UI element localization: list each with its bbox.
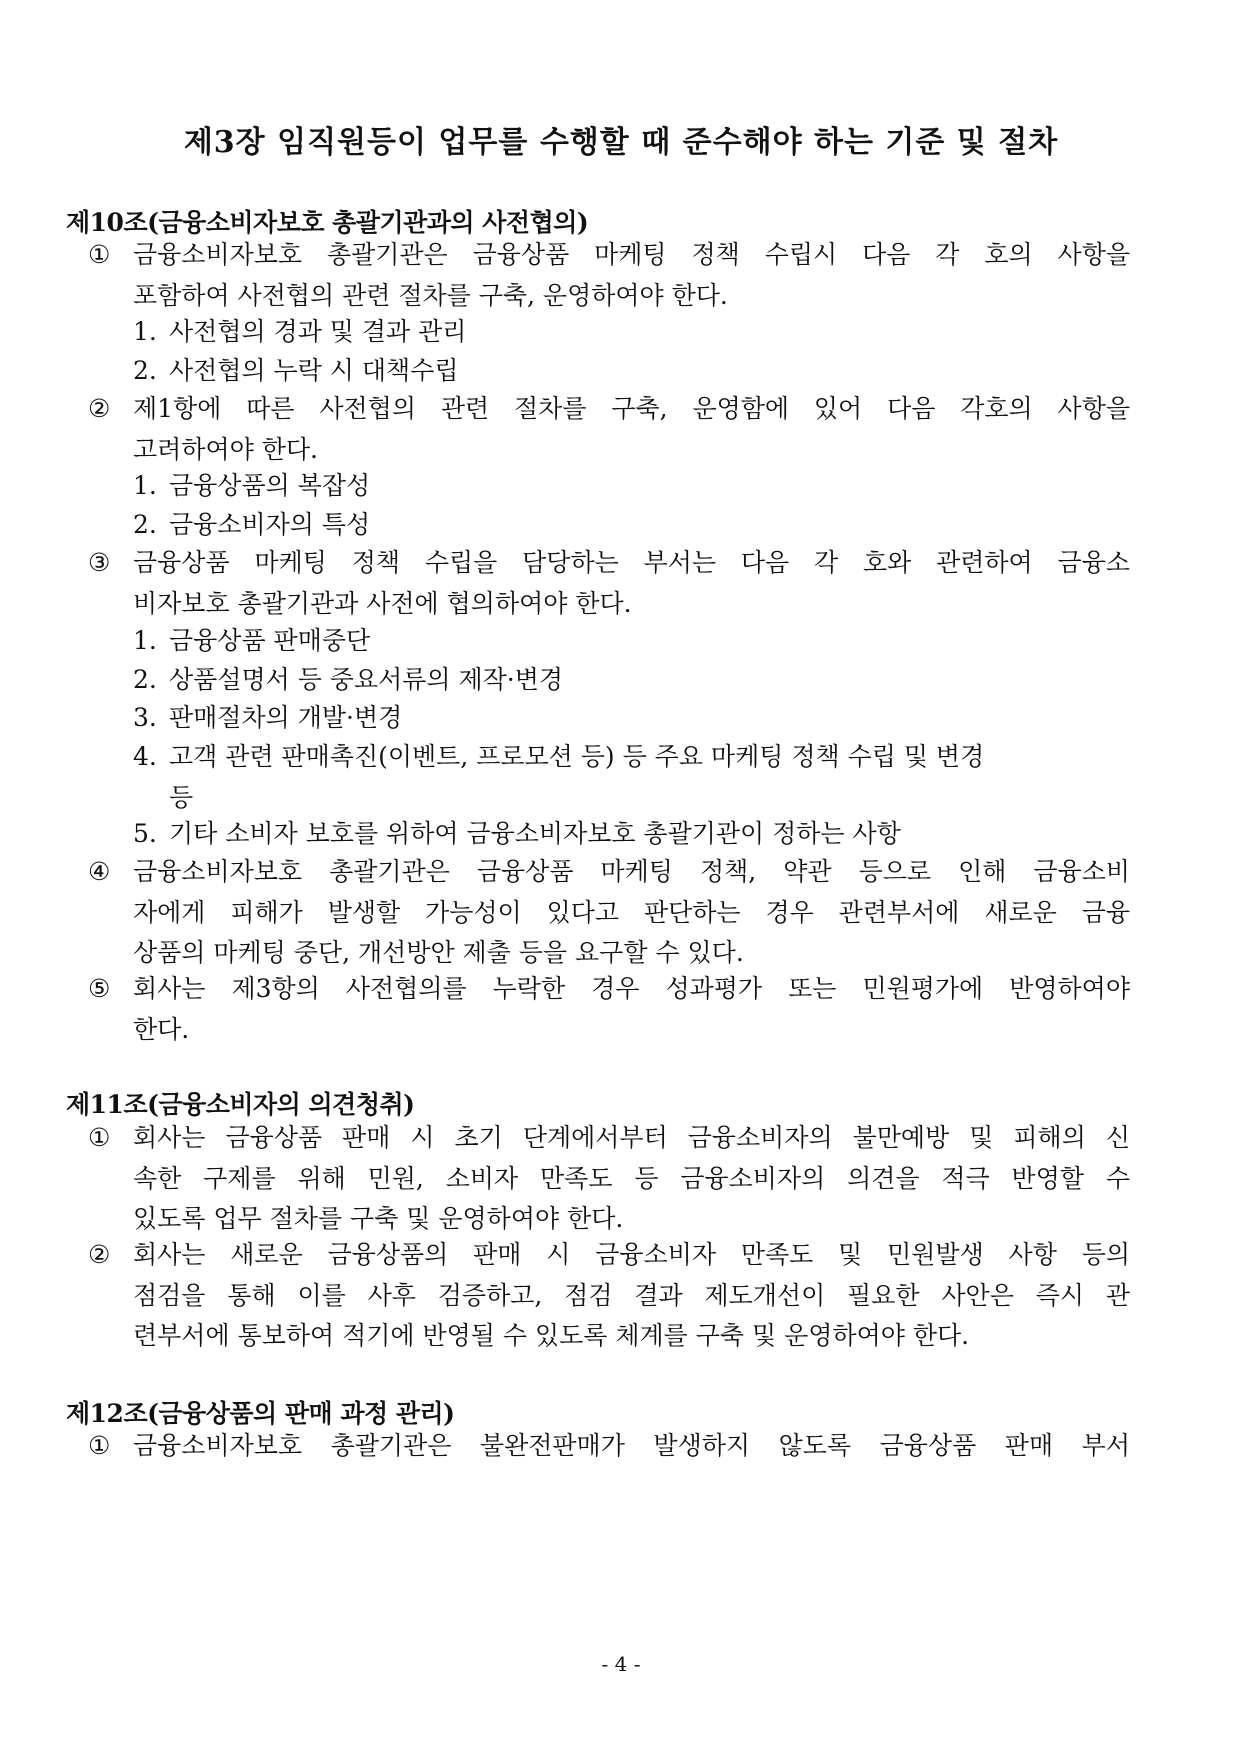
item-number: 2. (133, 510, 157, 539)
paragraph-line: 포함하여 사전협의 관련 절차를 구축, 운영하여야 한다. (133, 280, 728, 310)
article-12-heading: 제12조(금융상품의 판매 과정 관리) (66, 1399, 455, 1428)
item-text: 사전협의 누락 시 대책수립 (169, 356, 459, 385)
article-10-paragraph-2 (88, 389, 1130, 470)
list-item (133, 698, 1133, 739)
item-text: 판매절차의 개발·변경 (169, 703, 403, 732)
page-number: - 4 - (601, 1652, 641, 1676)
paragraph-marker: ④ (88, 857, 111, 886)
item-number: 2. (133, 356, 157, 385)
paragraph-line: 속한 구제를 위해 민원, 소비자 만족도 등 금융소비자의 의견을 적극 반영할 수 (133, 1163, 1130, 1193)
paragraph-marker: ① (88, 1431, 111, 1460)
list-item (133, 660, 1133, 701)
paragraph-marker: ② (88, 394, 111, 423)
paragraph-line: 한다. (133, 1014, 190, 1044)
list-item (133, 312, 1133, 353)
paragraph-marker: ① (88, 1123, 111, 1152)
item-number: 1. (133, 317, 157, 346)
paragraph-marker: ③ (88, 548, 111, 577)
item-text: 금융상품 판매중단 (169, 626, 371, 655)
article-11-heading: 제11조(금융소비자의 의견청취) (66, 1090, 415, 1119)
article-11-paragraph-2 (88, 1235, 1130, 1357)
paragraph-line: 제1항에 따른 사전협의 관련 절차를 구축, 운영함에 있어 다음 각호의 사항을 (133, 394, 1130, 423)
paragraph-line: 회사는 제3항의 사전협의를 누락한 경우 성과평가 또는 민원평가에 반영하여야 (133, 974, 1130, 1003)
paragraph-line: 금융소비자보호 총괄기관은 불완전판매가 발생하지 않도록 금융상품 판매 부서 (133, 1431, 1130, 1460)
article-10-paragraph-4 (88, 852, 1130, 974)
paragraph-line: 비자보호 총괄기관과 사전에 협의하여야 한다. (133, 588, 632, 618)
item-number: 3. (133, 703, 157, 732)
item-number: 1. (133, 626, 157, 655)
paragraph-marker: ① (88, 240, 111, 269)
item-text: 고객 관련 판매촉진(이벤트, 프로모션 등) 등 주요 마케팅 정책 수립 및 변경 (169, 742, 985, 771)
paragraph-line: 고려하여야 한다. (133, 434, 318, 464)
article-10-paragraph-1 (88, 235, 1130, 316)
paragraph-line: 련부서에 통보하여 적기에 반영될 수 있도록 체계를 구축 및 운영하여야 한다. (133, 1321, 970, 1350)
list-item (133, 737, 1133, 818)
list-item (133, 351, 1133, 392)
paragraph-marker: ② (88, 1240, 111, 1269)
paragraph-line: 있도록 업무 절차를 구축 및 운영하여야 한다. (133, 1204, 624, 1233)
chapter-title: 제3장 임직원등이 업무를 수행할 때 준수해야 하는 기준 및 절차 (183, 125, 1059, 160)
article-10-paragraph-5 (88, 969, 1130, 1050)
paragraph-line: 회사는 새로운 금융상품의 판매 시 금융소비자 만족도 및 민원발생 사항 등의 (133, 1240, 1130, 1269)
item-number: 4. (133, 742, 157, 771)
item-text: 금융소비자의 특성 (169, 510, 371, 539)
paragraph-line: 점검을 통해 이를 사후 검증하고, 점검 결과 제도개선이 필요한 사안은 즉시 관 (133, 1280, 1130, 1310)
paragraph-line: 상품의 마케팅 중단, 개선방안 제출 등을 요구할 수 있다. (133, 938, 744, 967)
article-10-heading: 제10조(금융소비자보호 총괄기관과의 사전협의) (66, 208, 589, 237)
paragraph-line: 금융소비자보호 총괄기관은 금융상품 마케팅 정책, 약관 등으로 인해 금융소비 (133, 857, 1130, 886)
paragraph-line: 금융상품 마케팅 정책 수립을 담당하는 부서는 다음 각 호와 관련하여 금융소 (133, 548, 1130, 577)
list-item (133, 466, 1133, 507)
item-text: 사전협의 경과 및 결과 관리 (169, 317, 467, 346)
item-text: 기타 소비자 보호를 위하여 금융소비자보호 총괄기관이 정하는 사항 (169, 819, 901, 848)
paragraph-line: 회사는 금융상품 판매 시 초기 단계에서부터 금융소비자의 불만예방 및 피해의 신 (133, 1123, 1130, 1152)
item-number: 1. (133, 471, 157, 500)
article-12-paragraph-1 (88, 1426, 1130, 1467)
item-text: 상품설명서 등 중요서류의 제작·변경 (169, 665, 564, 694)
paragraph-marker: ⑤ (88, 974, 111, 1003)
list-item (133, 814, 1133, 855)
item-text: 금융상품의 복잡성 (169, 471, 371, 500)
paragraph-line: 금융소비자보호 총괄기관은 금융상품 마케팅 정책 수립시 다음 각 호의 사항을 (133, 240, 1130, 269)
paragraph-line: 자에게 피해가 발생할 가능성이 있다고 판단하는 경우 관련부서에 새로운 금융 (133, 897, 1130, 927)
list-item (133, 505, 1133, 546)
item-number: 2. (133, 665, 157, 694)
list-item (133, 621, 1133, 662)
article-10-paragraph-3 (88, 543, 1130, 624)
article-11-paragraph-1 (88, 1118, 1130, 1240)
item-text-continued: 등 (169, 782, 194, 812)
item-number: 5. (133, 819, 157, 848)
